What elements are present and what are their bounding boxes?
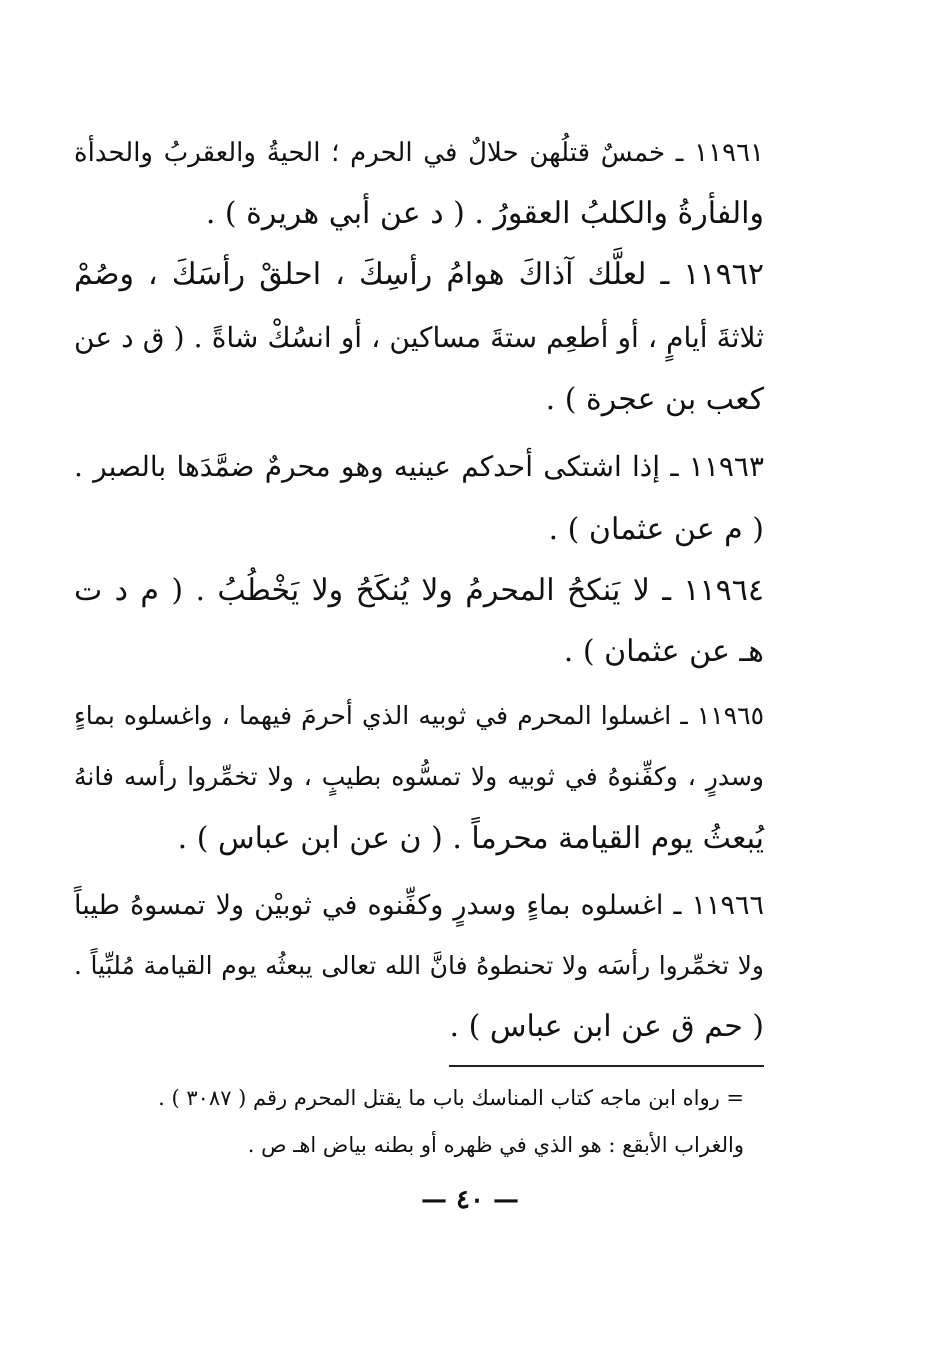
footnote-line-2: والغراب الأبقع : هو الذي في ظهره أو بطنه بياض اهـ ص .	[247, 1133, 744, 1157]
hadith-11966-line-2: ولا تخمِّروا رأسَه ولا تحنطوهُ فانَّ الله تعالى يبعثُه يوم القيامة مُلبِّياً .	[74, 951, 764, 980]
hadith-11963-line-2: ( م عن عثمان ) .	[548, 512, 764, 547]
hadith-11964-line-1: ١١٩٦٤ ـ لا يَنكحُ المحرمُ ولا يُنكَحُ ولا يَخْطُبُ . ( م د ت	[74, 573, 764, 608]
hadith-11961-line-1: ١١٩٦١ ـ خمسٌ قتلُهن حلالٌ في الحرم ؛ الحيةُ والعقربُ والحدأة	[74, 138, 764, 168]
hadith-11962-line-1: ١١٩٦٢ ـ لعلَّك آذاكَ هوامُ رأسِكَ ، احلقْ رأسَكَ ، وصُمْ	[74, 257, 764, 292]
footnote-line-1: = رواه ابن ماجه كتاب المناسك باب ما يقتل المحرم رقم ( ٣٠٨٧ ) .	[158, 1086, 744, 1110]
page-number: — ٤٠ —	[420, 1185, 520, 1215]
hadith-11961-line-2: والفأرةُ والكلبُ العقورُ . ( د عن أبي هريرة ) .	[205, 196, 764, 231]
hadith-11965-line-2: وسدرٍ ، وكفِّنوهُ في ثوبيه ولا تمسُّوه بطيبٍ ، ولا تخمِّروا رأسه فانهُ	[74, 762, 764, 791]
footnote-divider	[449, 1065, 764, 1067]
hadith-11962-line-3: كعب بن عجرة ) .	[545, 382, 764, 417]
hadith-11964-line-2: هـ عن عثمان ) .	[563, 634, 764, 669]
hadith-11966-line-1: ١١٩٦٦ ـ اغسلوه بماءٍ وسدرٍ وكفِّنوه في ثوبيْن ولا تمسوهُ طيباً	[74, 890, 764, 921]
hadith-11963-line-1: ١١٩٦٣ ـ إذا اشتكى أحدكم عينيه وهو محرمٌ ضمَّدَها بالصبر .	[74, 450, 764, 483]
hadith-11962-line-2: ثلاثةَ أيامٍ ، أو أطعِم ستةَ مساكين ، أو انسُكْ شاةً . ( ق د عن	[74, 321, 764, 354]
hadith-11965-line-3: يُبعثُ يوم القيامة محرماً . ( ن عن ابن عباس ) .	[177, 821, 764, 856]
hadith-11965-line-1: ١١٩٦٥ ـ اغسلوا المحرم في ثوبيه الذي أحرمَ فيهما ، واغسلوه بماءٍ	[74, 701, 764, 730]
hadith-11966-line-3: ( حم ق عن ابن عباس ) .	[449, 1009, 764, 1044]
